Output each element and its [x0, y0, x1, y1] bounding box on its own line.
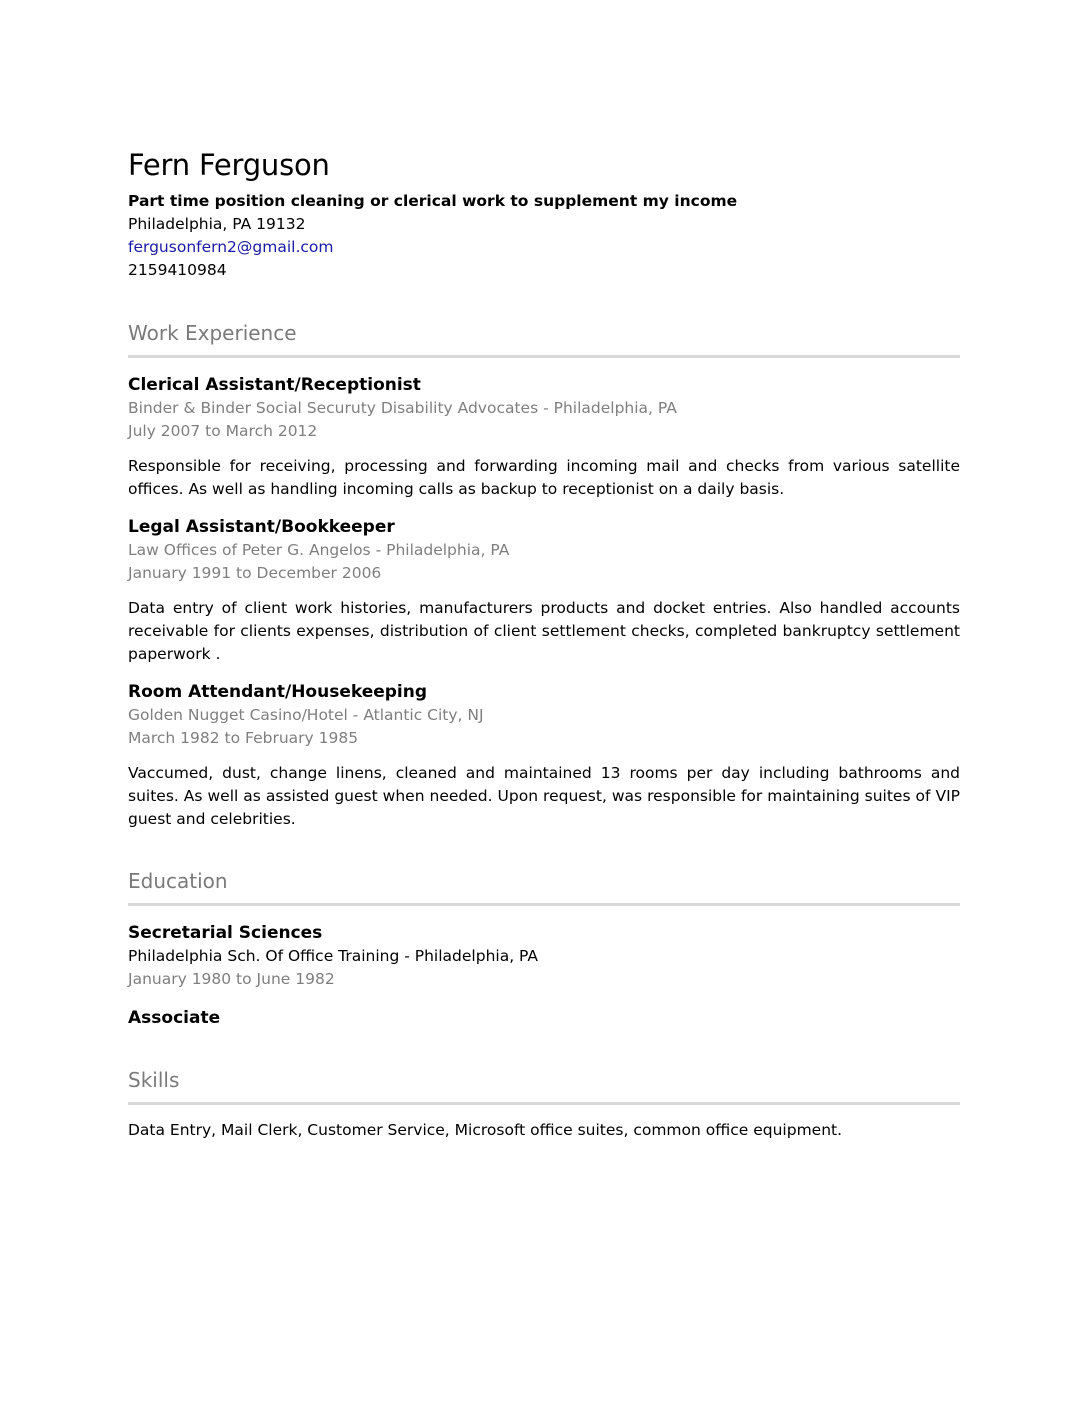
- job-company-location: [128, 704, 960, 727]
- job-company: Golden Nugget Casino/Hotel: [128, 706, 348, 724]
- job-dates: July 2007 to March 2012: [128, 422, 318, 440]
- separator: -: [370, 541, 387, 559]
- job-company: Law Offices of Peter G. Angelos: [128, 541, 371, 559]
- skills-text: Data Entry, Mail Clerk, Customer Service, Microsoft office suites, common office equipment.: [128, 1121, 843, 1139]
- job-dates: March 1982 to February 1985: [128, 729, 359, 747]
- work-experience-section: [128, 319, 960, 831]
- education-title: Secretarial Sciences: [128, 923, 323, 943]
- contact-phone: 2159410984: [128, 261, 227, 279]
- job-title: Clerical Assistant/Receptionist: [128, 375, 421, 395]
- job-description: Vaccumed, dust, change linens, cleaned and maintained 13 rooms per day including bathrooms and suites. As well as assisted guest when needed. Upon request, was responsible for maintaining suites of VIP guest and celebrities.: [128, 764, 960, 828]
- job-company-location: [128, 397, 960, 420]
- section-divider: [128, 903, 960, 906]
- education-location: Philadelphia, PA: [414, 947, 539, 965]
- section-title-skills: Skills: [128, 1068, 180, 1092]
- separator: -: [347, 706, 364, 724]
- resume-name: Fern Ferguson: [128, 148, 330, 182]
- education-section: [128, 867, 960, 1030]
- skills-section: [128, 1066, 960, 1142]
- job-company-location: [128, 539, 960, 562]
- resume-headline: Part time position cleaning or clerical work to supplement my income: [128, 192, 738, 210]
- education-school: Philadelphia Sch. Of Office Training: [128, 947, 400, 965]
- education-degree: Associate: [128, 1008, 221, 1028]
- section-title-education: Education: [128, 869, 228, 893]
- job-title: Room Attendant/Housekeeping: [128, 682, 428, 702]
- job-entry: [128, 373, 960, 501]
- job-description: Data entry of client work histories, manufacturers products and docket entries. Also handled accounts receivable for clients expenses, distribution of client settlement checks, completed bankruptcy settlement paperwork .: [128, 599, 960, 663]
- section-divider: [128, 355, 960, 358]
- job-title: Legal Assistant/Bookkeeper: [128, 517, 395, 537]
- education-school-location: [128, 945, 960, 968]
- section-divider: [128, 1102, 960, 1105]
- job-entry: [128, 515, 960, 666]
- job-dates: January 1991 to December 2006: [128, 564, 382, 582]
- separator: -: [399, 947, 415, 965]
- section-title-work: Work Experience: [128, 321, 297, 345]
- education-entry: [128, 921, 960, 991]
- job-location: Philadelphia, PA: [553, 399, 677, 417]
- job-entry: [128, 680, 960, 831]
- job-description: Responsible for receiving, processing and forwarding incoming mail and checks from various satellite offices. As well as handling incoming calls as backup to receptionist on a daily basis.: [128, 457, 960, 498]
- job-company: Binder & Binder Social Securuty Disability Advocates: [128, 399, 539, 417]
- separator: -: [538, 399, 554, 417]
- job-location: Philadelphia, PA: [386, 541, 510, 559]
- resume-page: [128, 146, 960, 1142]
- contact-location: Philadelphia, PA 19132: [128, 215, 306, 233]
- education-dates: January 1980 to June 1982: [128, 970, 335, 988]
- contact-email-link[interactable]: fergusonfern2@gmail.com: [128, 238, 334, 256]
- job-location: Atlantic City, NJ: [363, 706, 484, 724]
